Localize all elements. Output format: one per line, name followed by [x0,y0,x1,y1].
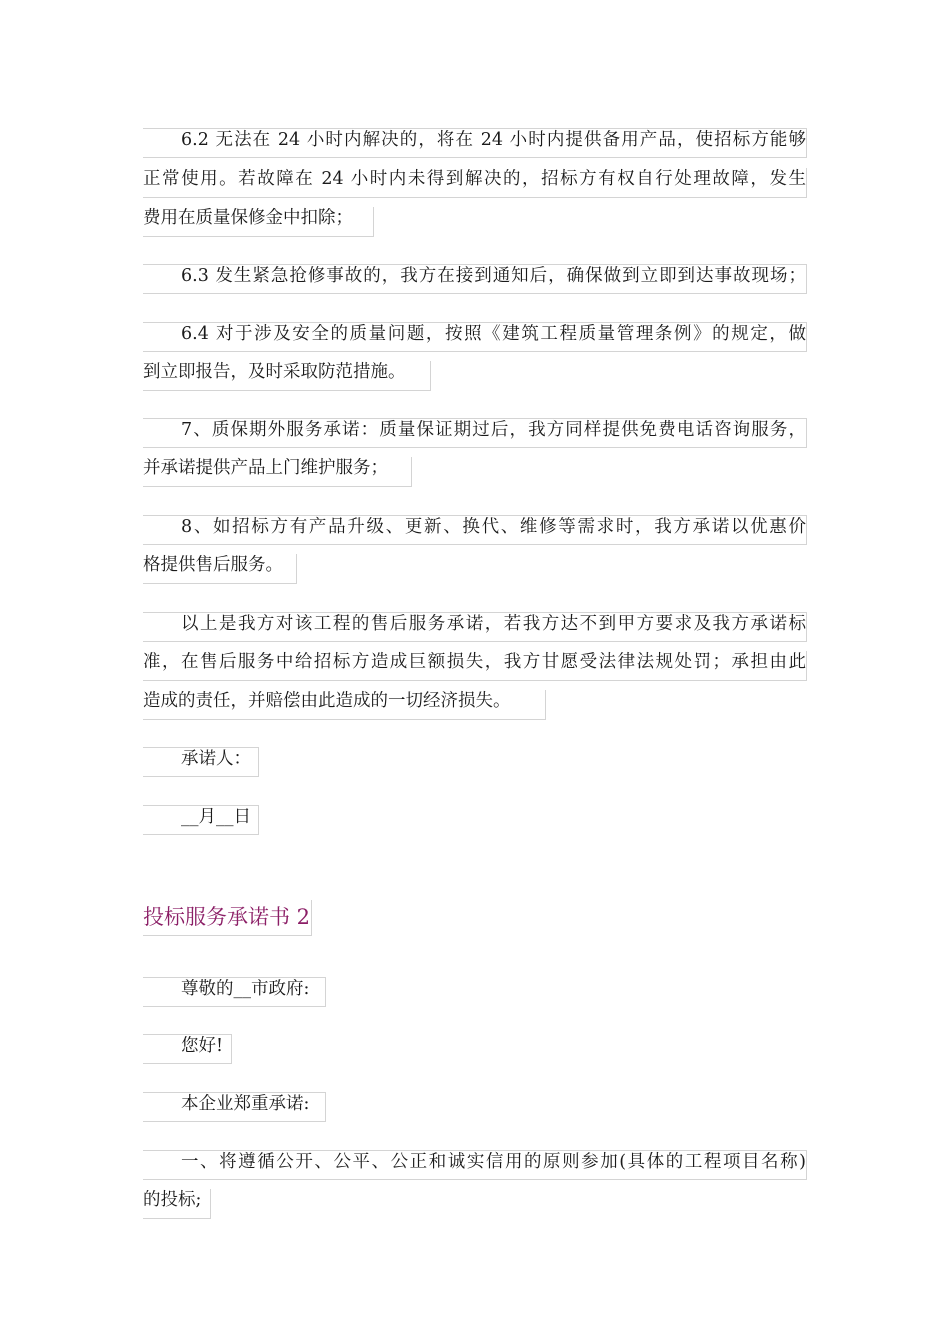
summary-line-3: 造成的责任，并赔偿由此造成的一切经济损失。 [143,690,546,720]
paragraph-7-line-2: 并承诺提供产品上门维护服务； [143,457,412,487]
paragraph-6-2-line-3: 费用在质量保修金中扣除； [143,207,374,237]
salutation: 尊敬的__市政府: [143,977,326,1007]
summary-line-2: 准，在售后服务中给招标方造成巨额损失，我方甘愿受法律法规处罚；承担由此 [143,651,807,681]
item-1-line-2: 的投标; [143,1189,211,1219]
intro-line: 本企业郑重承诺: [143,1092,326,1122]
paragraph-7-line-1: 7、质保期外服务承诺：质量保证期过后，我方同样提供免费电话咨询服务， [143,418,807,448]
paragraph-8-line-2: 格提供售后服务。 [143,554,297,584]
item-1-line-1: 一、将遵循公开、公平、公正和诚实信用的原则参加(具体的工程项目名称) [143,1150,807,1180]
paragraph-6-3-line-1: 6.3 发生紧急抢修事故的，我方在接到通知后，确保做到立即到达事故现场； [143,264,807,294]
paragraph-6-4-line-2: 到立即报告，及时采取防范措施。 [143,361,431,391]
signer-label: 承诺人： [143,747,259,777]
paragraph-8-line-1: 8、如招标方有产品升级、更新、换代、维修等需求时，我方承诺以优惠价 [143,515,807,545]
paragraph-6-2-line-1: 6.2 无法在 24 小时内解决的，将在 24 小时内提供备用产品，使招标方能够 [143,128,807,158]
greeting: 您好! [143,1034,232,1064]
date-line: __月__日 [143,805,259,835]
summary-line-1: 以上是我方对该工程的售后服务承诺，若我方达不到甲方要求及我方承诺标 [143,612,807,642]
paragraph-6-2-line-2: 正常使用。若故障在 24 小时内未得到解决的，招标方有权自行处理故障，发生 [143,168,807,198]
section-heading: 投标服务承诺书 2 [143,900,312,936]
paragraph-6-4-line-1: 6.4 对于涉及安全的质量问题，按照《建筑工程质量管理条例》的规定，做 [143,322,807,352]
